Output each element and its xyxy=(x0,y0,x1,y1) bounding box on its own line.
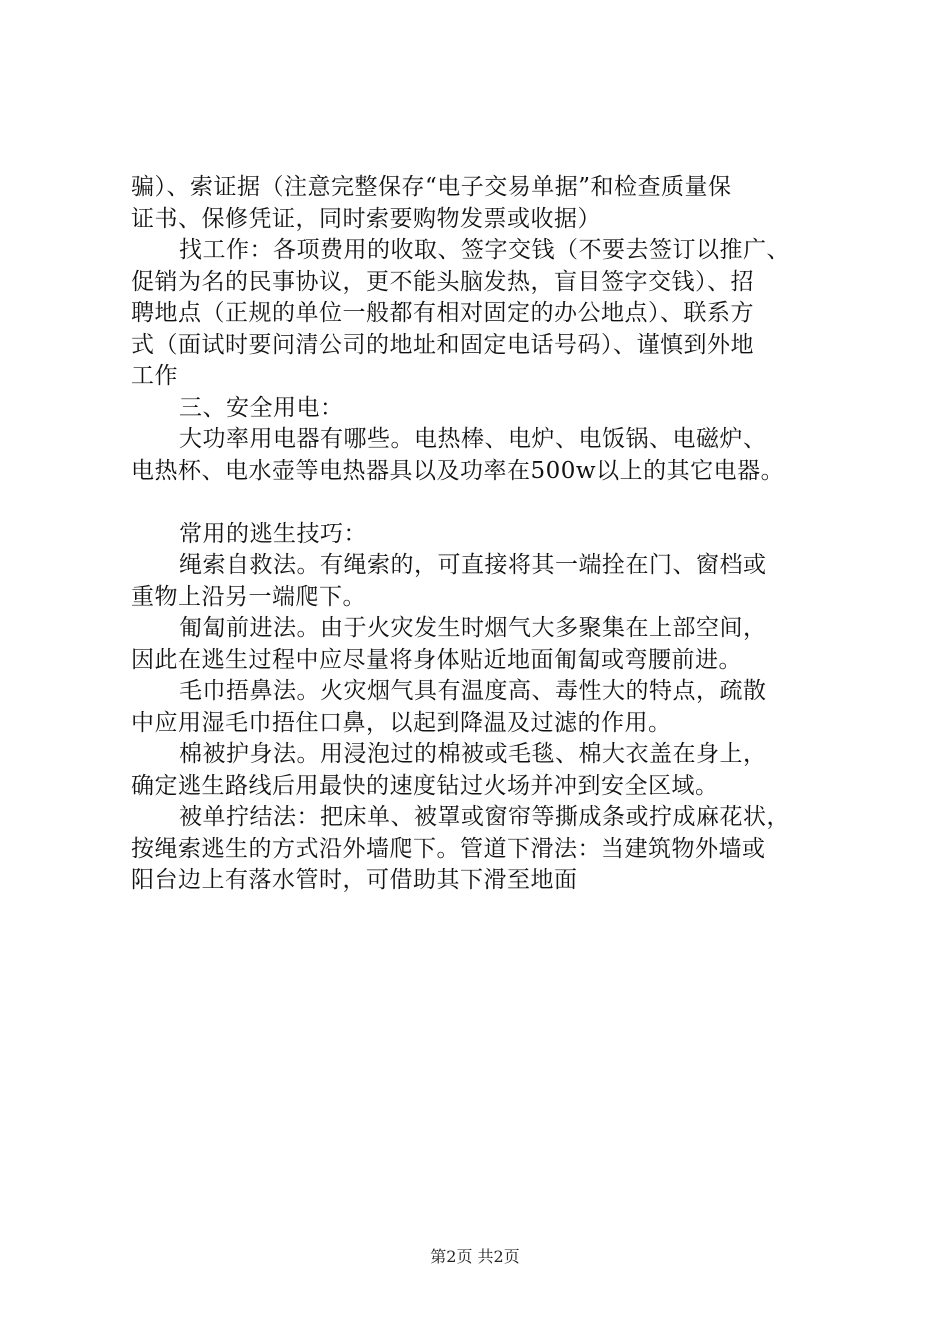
text-line: 因此在逃生过程中应尽量将身体贴近地面匍匐或弯腰前进。 xyxy=(131,646,742,673)
blank-line xyxy=(131,487,831,519)
text-line: 按绳索逃生的方式沿外墙爬下。管道下滑法：当建筑物外墙或 xyxy=(131,835,766,862)
text-line: 式（面试时要问清公司的地址和固定电话号码）、谨慎到外地 xyxy=(131,331,754,358)
text-line: 促销为名的民事协议，更不能头脑发热，盲目签字交钱）、招 xyxy=(131,268,754,295)
paragraph-start-high-power-appliances: 大功率用电器有哪些。电热棒、电炉、电饭锅、电磁炉、 xyxy=(179,426,767,452)
document-body xyxy=(131,172,831,897)
paragraph-start-quilt-method: 棉被护身法。用浸泡过的棉被或毛毯、棉大衣盖在身上， xyxy=(179,741,767,767)
text-line: 聘地点（正规的单位一般都有相对固定的办公地点）、联系方 xyxy=(131,300,754,326)
paragraph-start-rope-method: 绳索自救法。有绳索的，可直接将其一端拴在门、窗档或 xyxy=(179,552,767,578)
page-number-footer: 第2页 共2页 xyxy=(430,1247,520,1266)
text-line: 电热杯、电水壶等电热器具以及功率在500w以上的其它电器。 xyxy=(131,457,785,484)
paragraph-start-sheet-method: 被单拧结法：把床单、被罩或窗帘等撕成条或拧成麻花状， xyxy=(179,804,790,830)
text-line: 证书、保修凭证，同时索要购物发票或收据） xyxy=(131,205,601,232)
paragraph-start-towel-method: 毛巾捂鼻法。火灾烟气具有温度高、毒性大的特点，疏散 xyxy=(179,678,767,704)
paragraph-start-crawl-method: 匍匐前进法。由于火灾发生时烟气大多聚集在上部空间， xyxy=(179,615,767,641)
section-heading-electricity-safety: 三、安全用电： xyxy=(179,394,344,421)
paragraph-start-job-hunting: 找工作：各项费用的收取、签字交钱（不要去签订以推广、 xyxy=(179,237,790,263)
text-line: 阳台边上有落水管时，可借助其下滑至地面 xyxy=(131,867,578,893)
text-line: 确定逃生路线后用最快的速度钻过火场并冲到安全区域。 xyxy=(131,772,719,799)
section-heading-escape-tips: 常用的逃生技巧： xyxy=(179,520,367,547)
text-line: 工作 xyxy=(131,363,178,389)
text-line: 中应用湿毛巾捂住口鼻，以起到降温及过滤的作用。 xyxy=(131,709,672,736)
text-line: 骗）、索证据（注意完整保存“电子交易单据”和检查质量保 xyxy=(131,174,732,200)
text-line: 重物上沿另一端爬下。 xyxy=(131,583,366,610)
